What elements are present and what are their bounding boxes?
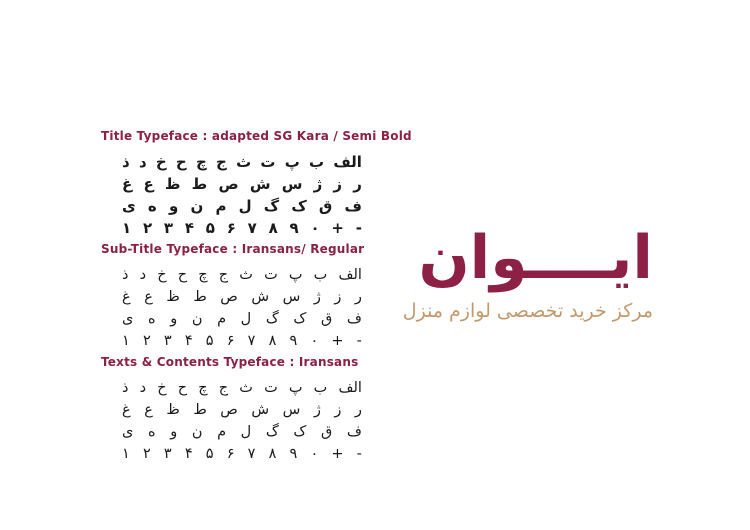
letter-row-1 (122, 377, 362, 399)
glyph-cell: ژ (313, 174, 323, 193)
glyph-cell: ظ (166, 401, 180, 418)
glyph-cell: ص (218, 174, 239, 193)
glyph-cell: ۳ (163, 218, 174, 237)
glyph-cell: ۷ (247, 332, 256, 349)
glyph-cell: گ (265, 423, 279, 440)
glyph-cell: + (331, 445, 344, 462)
glyph-cell: ک (291, 196, 307, 215)
glyph-cell: پ (284, 152, 300, 171)
glyph-cell: ۲ (142, 445, 151, 462)
glyph-cell: الف (333, 152, 362, 171)
glyph-cell: ق (321, 423, 333, 440)
glyph-cell: ت (264, 266, 278, 283)
glyph-cell: ش (251, 401, 270, 418)
glyph-cell: ذ (122, 379, 129, 396)
glyph-cell: ص (220, 288, 238, 305)
letter-row-3 (122, 195, 362, 217)
glyph-cell: م (217, 423, 227, 440)
glyph-cell: س (282, 401, 301, 418)
letter-row-1 (122, 151, 362, 173)
glyph-cell: ه (147, 310, 156, 327)
glyph-cell: + (331, 332, 344, 349)
section-heading: Sub-Title Typeface : Iransans/ Regular (101, 242, 365, 256)
glyph-cell: غ (122, 288, 131, 305)
glyph-cell: ک (293, 423, 307, 440)
glyph-cell: ث (239, 379, 253, 396)
glyph-cell: الف (338, 379, 362, 396)
glyph-cell: ت (260, 152, 276, 171)
glyph-cell: چ (198, 379, 208, 396)
glyph-cell: ع (144, 288, 153, 305)
glyph-cell: ۹ (289, 218, 299, 237)
glyph-cell: ۰ (310, 332, 319, 349)
glyph-cell: ۹ (289, 445, 298, 462)
glyph-cell: ۰ (310, 445, 319, 462)
glyph-cell: م (217, 310, 227, 327)
glyph-cell: ۵ (205, 332, 214, 349)
glyph-cell: ر (354, 288, 362, 305)
glyph-cell: ن (190, 196, 204, 215)
glyph-cell: ۶ (226, 332, 235, 349)
glyph-cell: ۵ (205, 445, 214, 462)
glyph-cell: ع (143, 174, 154, 193)
glyph-cell: - (356, 445, 362, 462)
glyph-cell: ل (240, 310, 252, 327)
glyph-cell: ذ (122, 152, 130, 171)
glyph-cell: ظ (164, 174, 181, 193)
glyph-cell: ق (321, 310, 333, 327)
glyph-cell: ۴ (184, 332, 193, 349)
glyph-cell: ق (318, 196, 333, 215)
glyph-grid (122, 264, 362, 352)
glyph-cell: خ (155, 152, 167, 171)
digit-row (122, 217, 362, 239)
glyph-cell: ۸ (268, 218, 278, 237)
section-subtitle-typeface (101, 242, 381, 352)
glyph-cell: ۳ (163, 445, 172, 462)
glyph-cell: ج (216, 152, 227, 171)
glyph-cell: ز (334, 288, 342, 305)
typeface-specimens (101, 129, 412, 468)
letter-row-2 (122, 173, 362, 195)
glyph-cell: گ (265, 310, 279, 327)
glyph-cell: پ (288, 266, 303, 283)
glyph-cell: ۵ (205, 218, 215, 237)
glyph-cell: ث (239, 266, 253, 283)
glyph-cell: ث (236, 152, 252, 171)
glyph-cell: + (331, 218, 344, 237)
glyph-cell: ش (249, 174, 271, 193)
glyph-cell: ژ (313, 288, 321, 305)
glyph-cell: ط (193, 288, 207, 305)
glyph-grid (122, 377, 362, 465)
glyph-cell: - (355, 218, 362, 237)
glyph-cell: ش (251, 288, 270, 305)
glyph-cell: ه (147, 196, 157, 215)
glyph-cell: ۱ (122, 445, 130, 462)
glyph-cell: د (139, 266, 147, 283)
glyph-cell: ۸ (268, 445, 277, 462)
glyph-cell: - (356, 332, 362, 349)
glyph-cell: ۶ (226, 218, 236, 237)
glyph-cell: ۴ (184, 445, 193, 462)
glyph-cell: س (281, 174, 303, 193)
glyph-cell: ۸ (268, 332, 277, 349)
glyph-cell: ن (191, 310, 203, 327)
glyph-cell: چ (198, 266, 208, 283)
glyph-cell: غ (122, 174, 133, 193)
glyph-cell: ح (175, 152, 187, 171)
glyph-cell: ب (313, 379, 328, 396)
glyph-cell: ز (333, 174, 343, 193)
glyph-cell: ج (218, 266, 229, 283)
section-title-typeface (101, 129, 412, 239)
glyph-cell: ک (293, 310, 307, 327)
glyph-cell: و (168, 196, 179, 215)
digit-row (122, 330, 362, 352)
section-heading: Texts & Contents Typeface : Iransans (101, 355, 359, 369)
glyph-cell: ی (122, 310, 134, 327)
section-texts-typeface (101, 355, 381, 465)
glyph-cell: گ (263, 196, 280, 215)
glyph-cell: ژ (313, 401, 321, 418)
glyph-cell: ۷ (247, 218, 257, 237)
glyph-cell: الف (338, 266, 362, 283)
digit-row (122, 443, 362, 465)
glyph-cell: ت (264, 379, 278, 396)
glyph-cell: ح (177, 266, 188, 283)
glyph-cell: س (282, 288, 301, 305)
letter-row-3 (122, 308, 362, 330)
glyph-cell: ع (144, 401, 153, 418)
letter-row-2 (122, 399, 362, 421)
glyph-cell: ح (177, 379, 188, 396)
glyph-cell: ط (191, 174, 208, 193)
glyph-cell: ه (147, 423, 156, 440)
glyph-cell: ص (220, 401, 238, 418)
glyph-cell: ظ (166, 288, 180, 305)
glyph-cell: ۴ (184, 218, 194, 237)
glyph-cell: ۰ (310, 218, 320, 237)
letter-row-1 (122, 264, 362, 286)
glyph-cell: ل (238, 196, 252, 215)
glyph-cell: ۳ (163, 332, 172, 349)
glyph-cell: چ (195, 152, 207, 171)
glyph-cell: خ (157, 266, 167, 283)
glyph-cell: ز (334, 401, 342, 418)
letter-row-3 (122, 421, 362, 443)
glyph-cell: غ (122, 401, 131, 418)
glyph-cell: ذ (122, 266, 129, 283)
glyph-cell: ی (122, 196, 136, 215)
section-heading: Title Typeface : adapted SG Kara / Semi Bold (101, 129, 412, 143)
glyph-cell: ۹ (289, 332, 298, 349)
glyph-cell: ب (313, 266, 328, 283)
logo-tagline: مرکز خرید تخصصی لوازم منزل (402, 300, 653, 322)
glyph-cell: ۲ (142, 332, 151, 349)
glyph-cell: ۱ (122, 218, 132, 237)
logo-wordmark: ایــــوان (418, 223, 653, 293)
glyph-cell: و (170, 310, 178, 327)
glyph-cell: ل (240, 423, 252, 440)
glyph-cell: ج (218, 379, 229, 396)
glyph-cell: ۱ (122, 332, 130, 349)
glyph-cell: ۷ (247, 445, 256, 462)
glyph-cell: م (215, 196, 227, 215)
glyph-cell: ف (346, 423, 362, 440)
glyph-cell: ی (122, 423, 134, 440)
glyph-grid (122, 151, 362, 239)
glyph-cell: ۶ (226, 445, 235, 462)
glyph-cell: ر (353, 174, 362, 193)
glyph-cell: د (138, 152, 147, 171)
glyph-cell: ن (191, 423, 203, 440)
glyph-cell: ۲ (142, 218, 153, 237)
letter-row-2 (122, 286, 362, 308)
brand-logo (403, 220, 653, 323)
glyph-cell: پ (288, 379, 303, 396)
glyph-cell: و (170, 423, 178, 440)
glyph-cell: د (139, 379, 147, 396)
glyph-cell: ب (309, 152, 325, 171)
glyph-cell: ف (346, 310, 362, 327)
glyph-cell: ف (344, 196, 362, 215)
glyph-cell: ط (193, 401, 207, 418)
glyph-cell: ر (354, 401, 362, 418)
glyph-cell: خ (157, 379, 167, 396)
